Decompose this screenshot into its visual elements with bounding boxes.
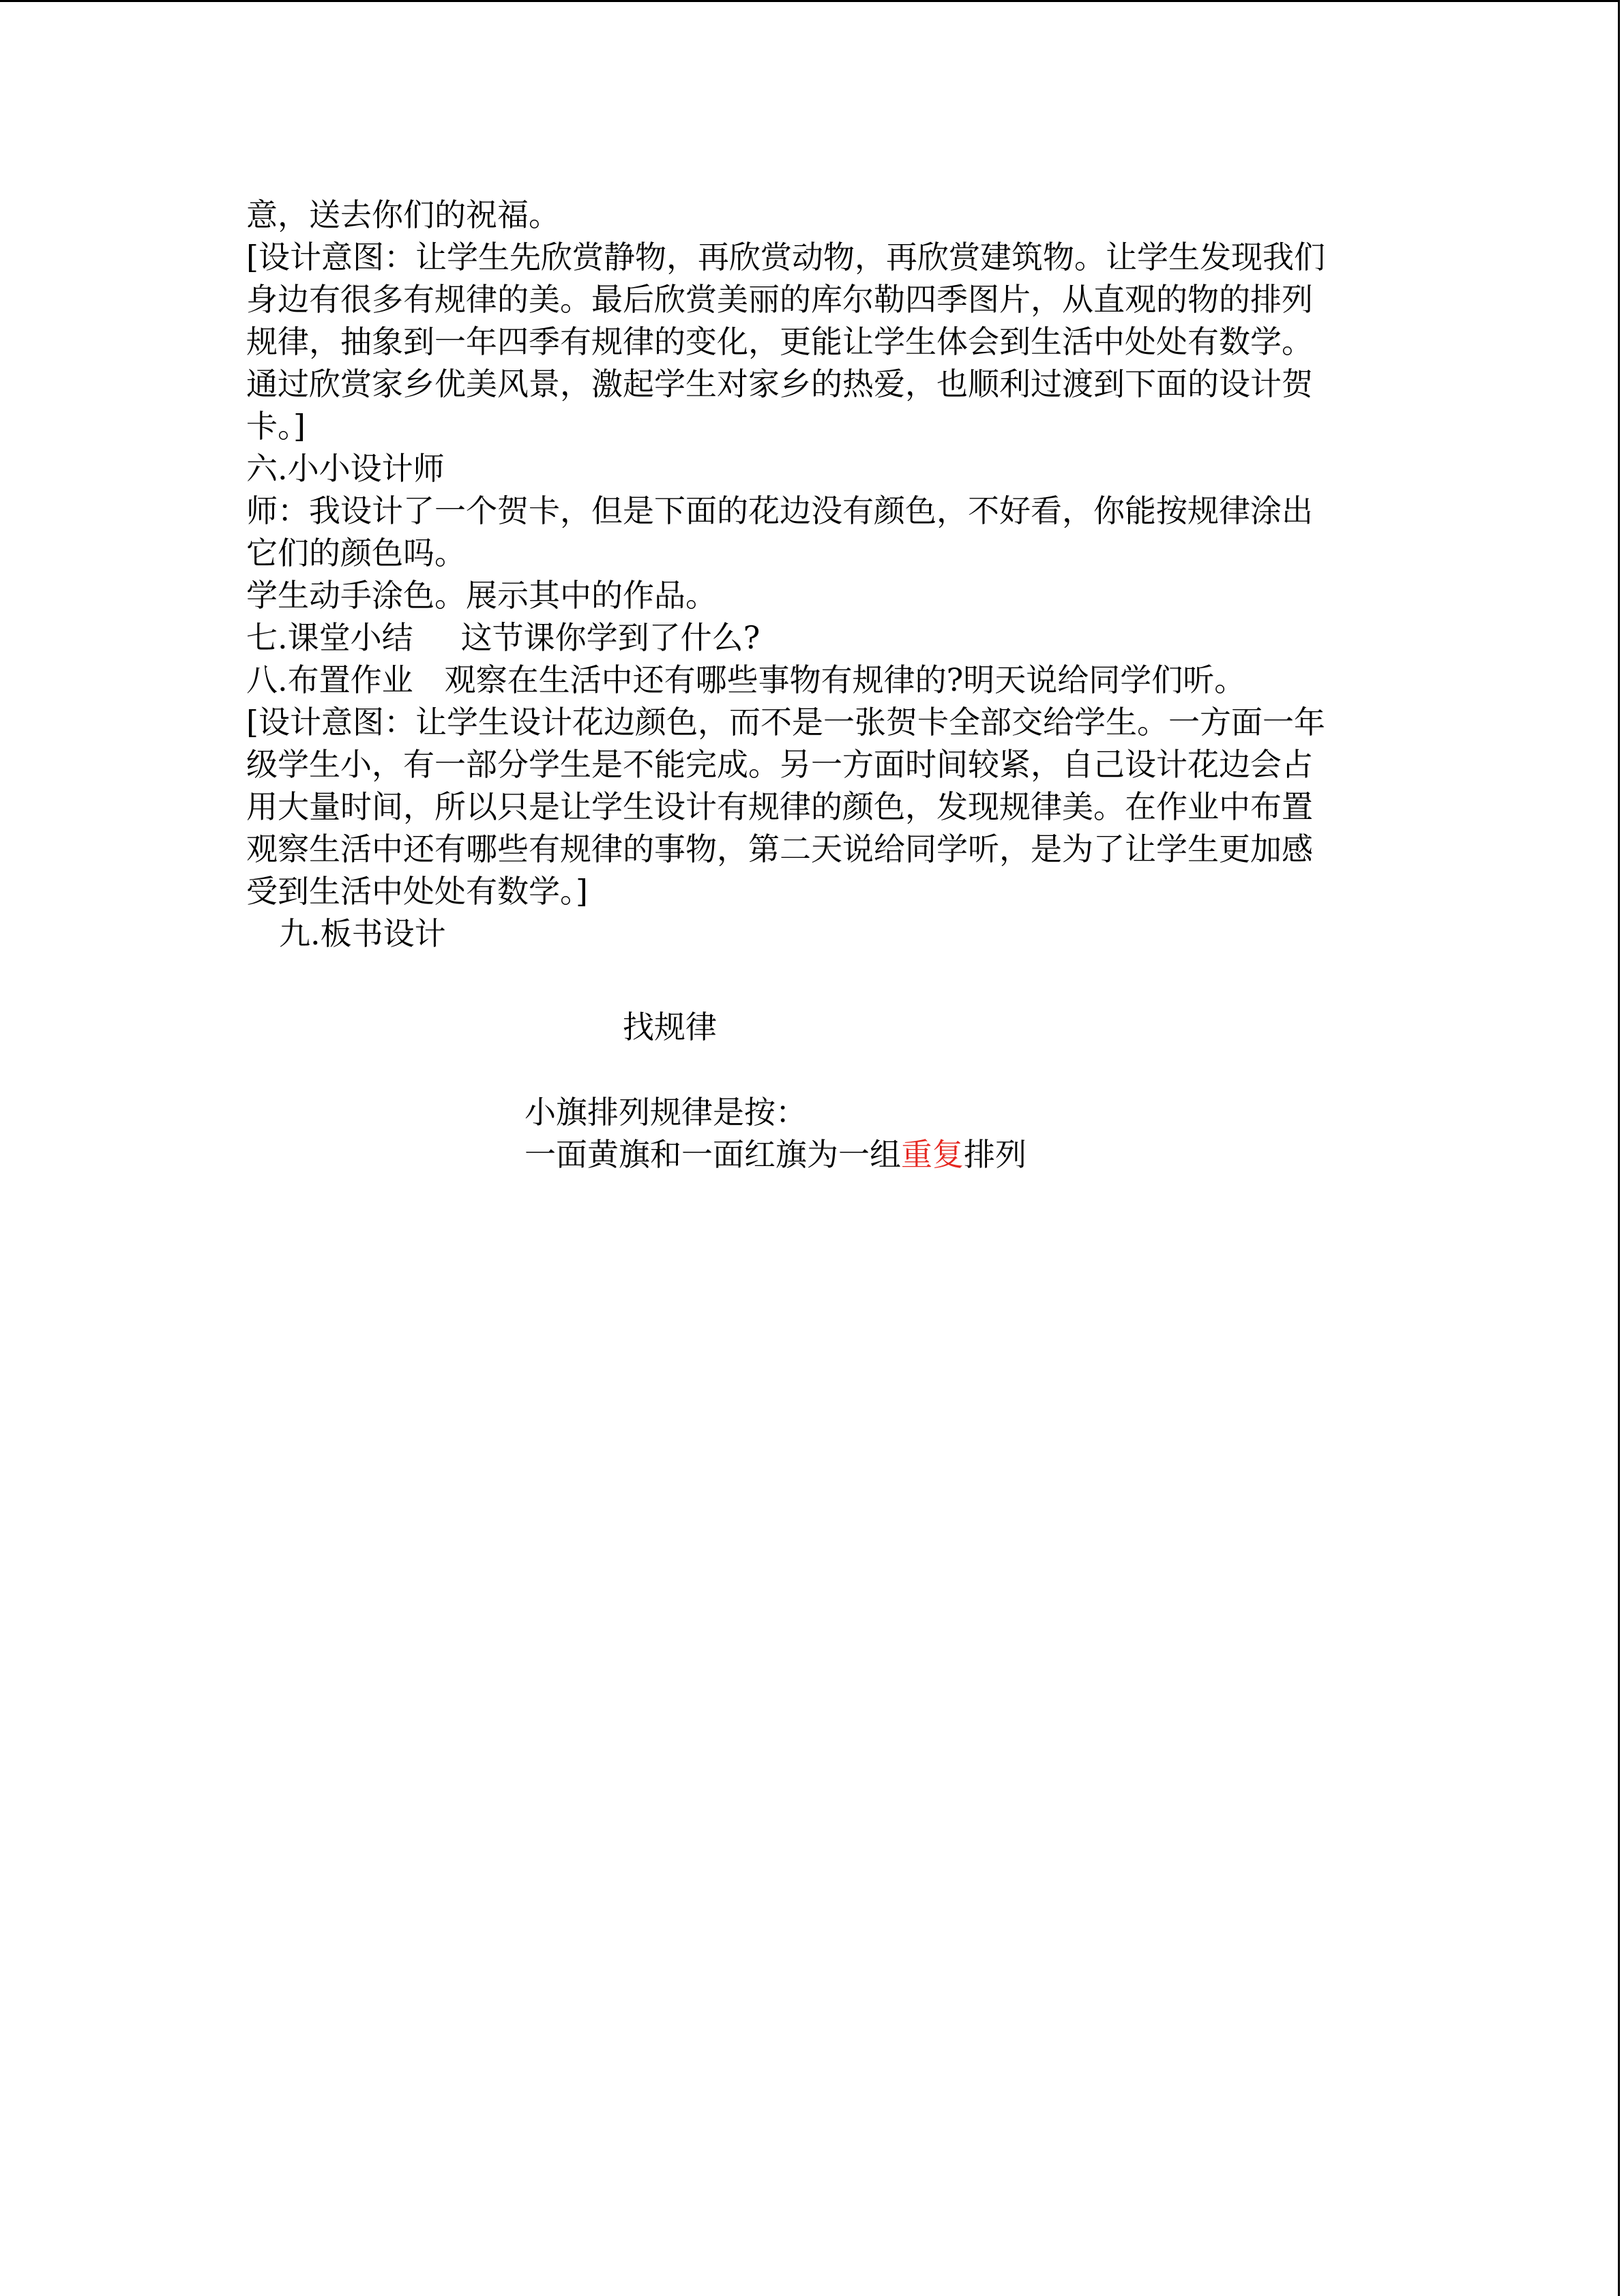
design-intent-line: 通过欣赏家乡优美风景，激起学生对家乡的热爱，也顺利过渡到下面的设计贺	[246, 366, 1313, 402]
design-intent-line: 身边有很多有规律的美。最后欣赏美丽的库尔勒四季图片，从直观的物的排列	[246, 281, 1313, 318]
homework-text: 观察在生活中还有哪些事物有规律的?明天说给同学们听。	[444, 661, 1246, 698]
section-heading-designer: 六.小小设计师	[246, 450, 445, 487]
student-activity-line: 学生动手涂色。展示其中的作品。	[246, 577, 717, 614]
board-line-2-suffix: 排列	[964, 1136, 1027, 1173]
design-intent-2-line: 受到生活中处处有数学。]	[246, 873, 588, 910]
teacher-line: 它们的颜色吗。	[246, 535, 466, 571]
homework-line	[246, 659, 1392, 701]
design-intent-line: 卡。]	[246, 408, 306, 445]
design-intent-2-line: 观察生活中还有哪些有规律的事物，第二天说给同学听，是为了让学生更加感	[246, 831, 1313, 867]
board-line-2	[525, 1133, 1027, 1176]
paragraph-line: 意，送去你们的祝福。	[246, 196, 560, 233]
summary-text: 这节课你学到了什么?	[460, 619, 761, 656]
section-heading-summary: 七.课堂小结	[246, 619, 413, 656]
design-intent-2-line: 用大量时间，所以只是让学生设计有规律的颜色，发现规律美。在作业中布置	[246, 788, 1313, 825]
design-intent-line: 规律，抽象到一年四季有规律的变化，更能让学生体会到生活中处处有数学。	[246, 323, 1313, 360]
section-heading-board-design: 九.板书设计	[279, 915, 446, 952]
design-intent-2-line: 级学生小，有一部分学生是不能完成。另一方面时间较紧，自己设计花边会占	[246, 746, 1313, 783]
summary-line	[246, 616, 1392, 659]
section-heading-homework: 八.布置作业	[246, 661, 413, 698]
board-title: 找规律	[623, 1009, 717, 1045]
design-intent-line: [设计意图：让学生先欣赏静物，再欣赏动物，再欣赏建筑物。让学生发现我们	[246, 239, 1325, 275]
design-intent-2-line: [设计意图：让学生设计花边颜色，而不是一张贺卡全部交给学生。一方面一年	[246, 704, 1325, 741]
board-line-1: 小旗排列规律是按：	[525, 1094, 807, 1131]
board-highlight-repeat: 重复	[901, 1136, 964, 1173]
document-body	[246, 194, 1392, 955]
board-line-2-prefix: 一面黄旗和一面红旗为一组	[525, 1136, 901, 1173]
teacher-line: 师：我设计了一个贺卡，但是下面的花边没有颜色，不好看，你能按规律涂出	[246, 492, 1313, 529]
